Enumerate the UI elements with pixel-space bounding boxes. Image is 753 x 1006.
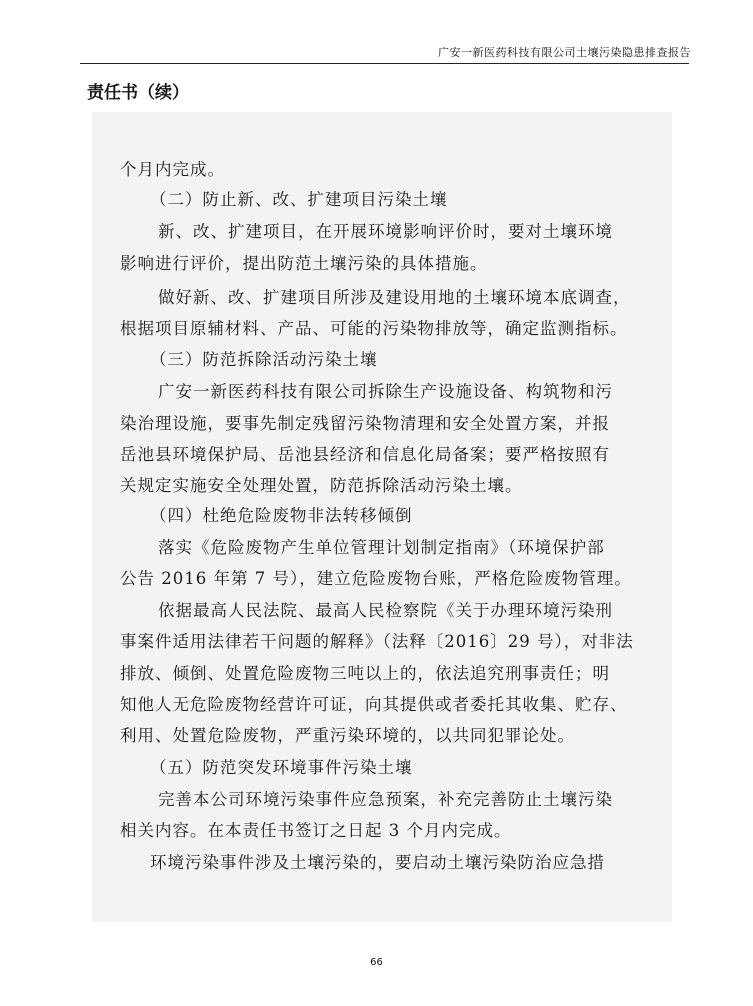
body-line: 相关内容。在本责任书签订之日起 3 个月内完成。 (120, 821, 512, 840)
body-line: 关规定实施安全处理处置，防范拆除活动污染土壤。 (120, 476, 523, 495)
body-line: 广安一新医药科技有限公司拆除生产设施设备、构筑物和污 (158, 382, 613, 401)
body-line: 做好新、改、扩建项目所涉及建设用地的土壤环境本底调查， (158, 288, 631, 307)
body-line: 个月内完成。 (120, 160, 225, 179)
header-divider (80, 63, 689, 64)
section-heading: （三）防范拆除活动污染土壤 (150, 350, 378, 369)
body-line: 落实《危险废物产生单位管理计划制定指南》（环境保护部 (158, 538, 605, 557)
running-header: 广安一新医药科技有限公司土壤污染隐患排查报告 (438, 46, 691, 59)
body-line: 事案件适用法律若干问题的解释》（法释〔2016〕29 号），对非法 (120, 632, 634, 651)
section-heading: （四）杜绝危险废物非法转移倾倒 (150, 506, 413, 525)
page-title: 责任书（续） (87, 83, 189, 103)
body-line: 利用、处置危险废物，严重污染环境的，以共同犯罪论处。 (120, 726, 575, 745)
body-line: 完善本公司环境污染事件应急预案，补充完善防止土壤污染 (158, 790, 613, 809)
body-line: 公告 2016 年第 7 号），建立危险废物台账，严格危险废物管理。 (120, 569, 632, 588)
body-line: 根据项目原辅材料、产品、可能的污染物排放等，确定监测指标。 (120, 319, 628, 338)
body-line: 染治理设施，要事先制定残留污染物清理和安全处置方案，并报 (120, 414, 610, 433)
body-line: 影响进行评价，提出防范土壤污染的具体措施。 (120, 254, 488, 273)
page-number: 66 (370, 957, 383, 968)
body-line: 排放、倾倒、处置危险废物三吨以上的，依法追究刑事责任；明 (120, 664, 610, 683)
section-heading: （二）防止新、改、扩建项目污染土壤 (150, 190, 448, 209)
body-line: 岳池县环境保护局、岳池县经济和信息化局备案；要严格按照有 (120, 445, 610, 464)
body-line: 依据最高人民法院、最高人民检察院《关于办理环境污染刑 (158, 601, 613, 620)
section-heading: （五）防范突发环境事件污染土壤 (150, 758, 413, 777)
body-line: 新、改、扩建项目，在开展环境影响评价时，要对土壤环境 (158, 222, 613, 241)
body-line: 知他人无危险废物经营许可证，向其提供或者委托其收集、贮存、 (120, 695, 628, 714)
body-line: 环境污染事件涉及土壤污染的，要启动土壤污染防治应急措 (150, 853, 605, 872)
